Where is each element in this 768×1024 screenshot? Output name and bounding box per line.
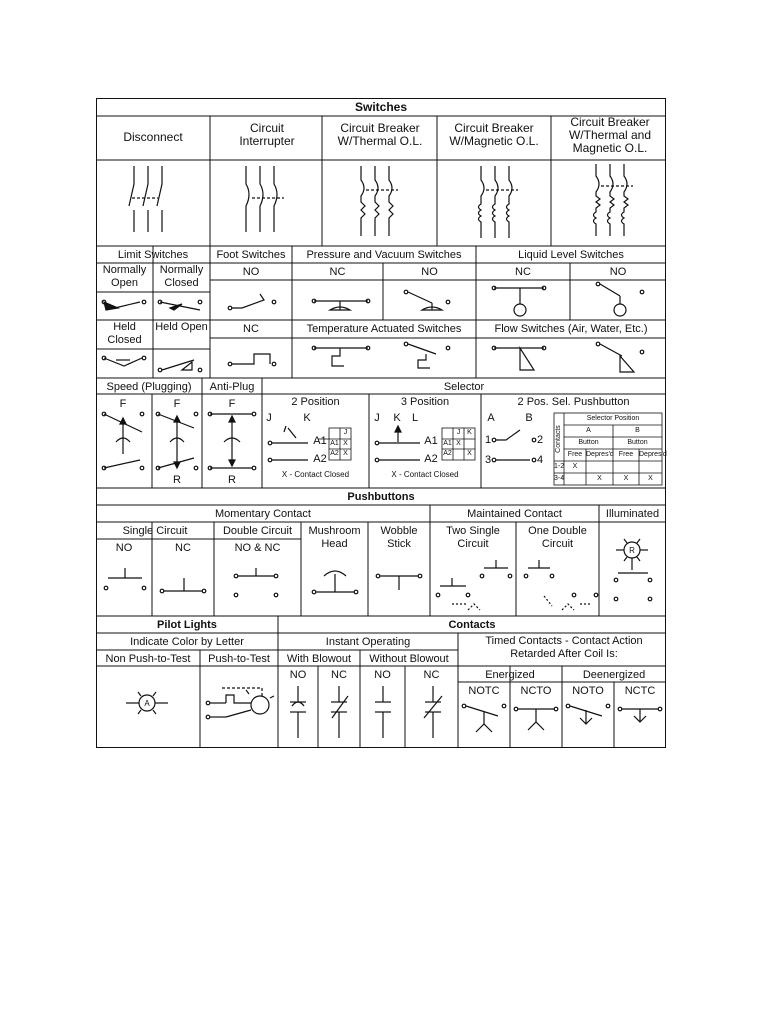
- selpb-b-col: B: [635, 427, 640, 434]
- sel3-a2-label: A2: [424, 453, 438, 465]
- speed-f2-label: F: [173, 398, 181, 410]
- selector-label: Selector: [443, 381, 485, 393]
- pv-nc-label: NC: [329, 266, 346, 278]
- selpb-a-label: A: [487, 412, 495, 424]
- speed-plugging-fr-symbol: [156, 412, 198, 470]
- contact-without-blowout-no-symbol: [375, 686, 391, 738]
- two-single-circuit-label: Two Single Circuit: [446, 525, 500, 550]
- pressure-no-symbol: [404, 290, 450, 310]
- pressure-nc-symbol: [312, 299, 370, 310]
- sel3-k-label: K: [393, 412, 401, 424]
- held-open-label: Held Open: [155, 321, 208, 333]
- cb-thermal-magnetic-symbol: [594, 164, 634, 236]
- foot-switch-nc-symbol: [228, 354, 276, 366]
- contacts-title: Contacts: [448, 619, 496, 631]
- limit-held-open-symbol: [158, 360, 202, 372]
- contact-with-blowout-no-symbol: [290, 686, 306, 738]
- selpb-a-col: A: [586, 427, 591, 434]
- pilot-push-to-test-symbol: [206, 688, 274, 719]
- selpb-free-a: Free: [567, 451, 583, 458]
- foot-no-label: NO: [242, 266, 260, 278]
- three-position-label: 3 Position: [400, 396, 450, 408]
- without-blowout-label: Without Blowout: [369, 653, 449, 665]
- selpb-button-b: Button: [627, 439, 648, 446]
- anti-plug-r-label: R: [228, 474, 236, 486]
- speed-f-label: F: [119, 398, 127, 410]
- pb-mushroom-head-symbol: [312, 571, 358, 594]
- double-circuit-label: Double Circuit: [222, 525, 293, 537]
- pb-nc-label: NC: [175, 542, 191, 554]
- no-blowout-no-label: NO: [374, 669, 391, 681]
- anti-plug-f-label: F: [228, 398, 236, 410]
- blowout-nc-label: NC: [331, 669, 347, 681]
- selpb-2-label: 2: [536, 434, 544, 446]
- selpb-x-34a: X: [597, 475, 602, 482]
- speed-plugging-f-symbol: [102, 412, 144, 470]
- selpb-free-b: Free: [618, 451, 634, 458]
- pressure-vacuum-label: Pressure and Vacuum Switches: [306, 249, 462, 261]
- selpb-button-a: Button: [578, 439, 599, 446]
- foot-switch-no-symbol: [228, 294, 276, 310]
- sel2-grid-x2: X: [343, 450, 348, 457]
- two-pos-sel-pb-label: 2 Pos. Sel. Pushbutton: [517, 396, 630, 408]
- pilot-lights-title: Pilot Lights: [157, 619, 217, 631]
- limit-held-closed-symbol: [102, 356, 146, 366]
- sel2-grid-x1: X: [343, 440, 348, 447]
- cb-magnetic-symbol: [479, 166, 519, 238]
- noto-label: NOTO: [572, 685, 604, 697]
- contact-with-blowout-nc-symbol: [331, 686, 348, 738]
- selpb-x-34c: X: [648, 475, 653, 482]
- notc-label: NOTC: [468, 685, 500, 697]
- speed-r-label: R: [173, 474, 181, 486]
- mushroom-head-label: Mushroom Head: [308, 525, 361, 550]
- contact-without-blowout-nc-symbol: [424, 686, 442, 738]
- sel2-grid-j: J: [343, 429, 348, 436]
- with-blowout-label: With Blowout: [286, 653, 352, 665]
- selpb-depressed-a: Depres'd: [586, 451, 614, 458]
- sel3-grid-a1: A1: [443, 440, 452, 447]
- pb-two-single-circuit-symbol: [436, 560, 512, 610]
- normally-closed-label: Normally Closed: [159, 264, 204, 289]
- sel3-x-contact-closed: X - Contact Closed: [391, 470, 459, 479]
- held-closed-label: Held Closed: [107, 321, 142, 346]
- timed-nctc-symbol: [618, 707, 662, 722]
- nctc-label: NCTC: [624, 685, 656, 697]
- timed-noto-symbol: [566, 704, 610, 724]
- energized-label: Energized: [485, 669, 535, 681]
- illuminated-label: Illuminated: [605, 508, 660, 520]
- sel3-a1-label: A1: [424, 435, 438, 447]
- sel2-grid-a1: A1: [330, 440, 339, 447]
- pb-one-double-circuit-symbol: [524, 560, 598, 610]
- foot-switches-label: Foot Switches: [216, 249, 286, 261]
- sel2-grid-a2: A2: [330, 450, 339, 457]
- speed-plugging-label: Speed (Plugging): [106, 381, 192, 393]
- anti-plug-symbol: [208, 412, 256, 470]
- timed-contacts-label: Timed Contacts - Contact Action Retarded After Coil Is:: [485, 635, 643, 660]
- ll-nc-label: NC: [515, 266, 531, 278]
- limit-switches-label: Limit Switches: [117, 249, 189, 261]
- cb-magnetic-label: Circuit Breaker W/Magnetic O.L.: [449, 121, 539, 148]
- selpb-row-12: 1-2: [554, 463, 565, 470]
- pilot-a-label: A: [144, 699, 150, 708]
- liquid-level-nc-symbol: [492, 286, 546, 316]
- disconnect-label: Disconnect: [123, 130, 183, 144]
- selpb-row-34: 3-4: [554, 475, 565, 482]
- liquid-level-no-symbol: [596, 282, 644, 316]
- selpb-selector-position: Selector Position: [586, 415, 640, 422]
- selpb-x-12a: X: [572, 463, 578, 470]
- foot-nc-label: NC: [243, 323, 259, 335]
- pb-no-label: NO: [115, 542, 133, 554]
- timed-notc-symbol: [462, 704, 506, 732]
- illuminated-r-label: R: [629, 546, 635, 555]
- sel3-l-label: L: [411, 412, 419, 424]
- cb-thermal-label: Circuit Breaker W/Thermal O.L.: [337, 121, 423, 148]
- pb-single-no-symbol: [104, 568, 146, 590]
- sel3-grid-j: J: [456, 429, 461, 436]
- switches-title: Switches: [354, 100, 408, 114]
- selpb-contacts-label: Contacts: [555, 425, 562, 453]
- anti-plug-label: Anti-Plug: [209, 381, 255, 393]
- sel2-j-label: J: [266, 412, 272, 424]
- wobble-stick-label: Wobble Stick: [380, 525, 418, 550]
- one-double-circuit-label: One Double Circuit: [528, 525, 587, 550]
- single-circuit-label: Single Circuit: [122, 525, 188, 537]
- timed-ncto-symbol: [514, 707, 558, 730]
- pb-wobble-stick-symbol: [376, 574, 422, 590]
- instant-operating-label: Instant Operating: [325, 636, 411, 648]
- cb-thermal-magnetic-label: Circuit Breaker W/Thermal and Magnetic O.L.: [568, 115, 652, 155]
- limit-normally-open-symbol: [102, 300, 146, 310]
- selpb-1-label: 1: [484, 434, 492, 446]
- pushbuttons-title: Pushbuttons: [347, 491, 415, 503]
- pv-no-label: NO: [421, 266, 438, 278]
- temperature-no-symbol: [404, 342, 450, 368]
- temperature-label: Temperature Actuated Switches: [306, 323, 462, 335]
- sel3-grid-x2: X: [467, 450, 472, 457]
- selpb-b-label: B: [525, 412, 533, 424]
- cb-thermal-symbol: [361, 166, 398, 236]
- disconnect-symbol: [129, 166, 162, 232]
- sel2-k-label: K: [303, 412, 311, 424]
- flow-label: Flow Switches (Air, Water, Etc.): [494, 323, 648, 335]
- ncto-label: NCTO: [520, 685, 552, 697]
- deenergized-label: Deenergized: [582, 669, 646, 681]
- selpb-x-34b: X: [623, 475, 629, 482]
- sel2-a1-label: A1: [313, 435, 327, 447]
- sel3-grid-a2: A2: [443, 450, 452, 457]
- non-push-to-test-label: Non Push-to-Test: [105, 653, 191, 665]
- circuit-interrupter-symbol: [246, 166, 284, 232]
- selpb-depressed-b: Depres'd: [639, 451, 667, 458]
- indicate-color-label: Indicate Color by Letter: [130, 636, 244, 648]
- two-position-label: 2 Position: [291, 396, 340, 408]
- electrical-symbols-chart: [96, 98, 666, 748]
- sel3-grid-k: K: [467, 429, 472, 436]
- sel2-a2-label: A2: [313, 453, 327, 465]
- momentary-contact-label: Momentary Contact: [215, 508, 311, 520]
- no-blowout-nc-label: NC: [423, 669, 440, 681]
- pb-no-nc-label: NO & NC: [234, 542, 281, 554]
- liquid-level-label: Liquid Level Switches: [518, 249, 624, 261]
- sel2-x-contact-closed: X - Contact Closed: [281, 470, 350, 479]
- maintained-contact-label: Maintained Contact: [467, 508, 562, 520]
- temperature-nc-symbol: [312, 346, 370, 366]
- pb-double-symbol: [234, 568, 278, 597]
- sel3-grid-x1: X: [456, 440, 461, 447]
- pb-single-nc-symbol: [160, 578, 206, 593]
- flow-nc-symbol: [492, 346, 546, 370]
- selpb-4-label: 4: [536, 454, 544, 466]
- selpb-3-label: 3: [484, 454, 492, 466]
- blowout-no-label: NO: [289, 669, 307, 681]
- limit-normally-closed-symbol: [158, 300, 202, 310]
- sel3-j-label: J: [374, 412, 380, 424]
- push-to-test-label: Push-to-Test: [208, 653, 270, 665]
- flow-no-symbol: [596, 342, 644, 372]
- ll-no-label: NO: [609, 266, 627, 278]
- circuit-interrupter-label: Circuit Interrupter: [239, 121, 295, 148]
- normally-open-label: Normally Open: [102, 264, 147, 289]
